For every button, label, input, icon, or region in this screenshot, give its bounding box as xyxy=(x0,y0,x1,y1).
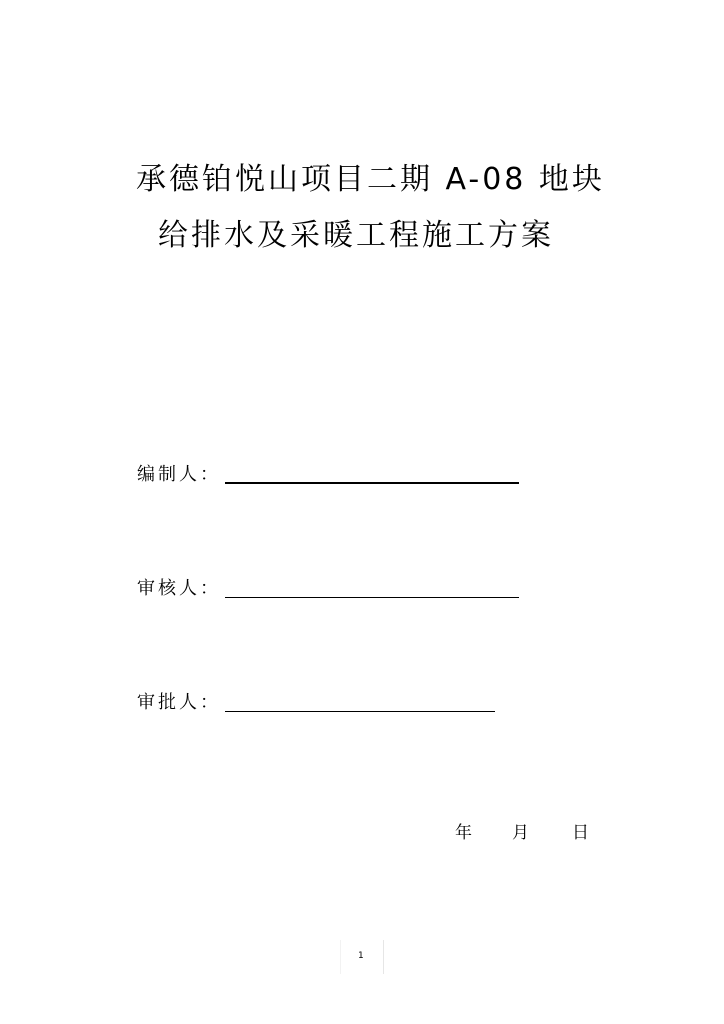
reviewer-signature-row xyxy=(137,574,519,600)
document-title-line-1: 承德铂悦山项目二期 A-08 地块 xyxy=(136,162,605,197)
page-number: 1 xyxy=(358,951,364,961)
reviewer-signature-line xyxy=(225,597,519,598)
date-year-label: 年 xyxy=(455,823,472,843)
compiler-signature-line xyxy=(225,482,519,484)
document-title-line-2: 给排水及采暖工程施工方案 xyxy=(158,218,554,253)
reviewer-label: 审核人： xyxy=(137,578,221,599)
compiler-signature-row xyxy=(137,460,519,486)
approver-signature-line xyxy=(225,711,495,712)
approver-label: 审批人： xyxy=(137,692,221,713)
compiler-label: 编制人： xyxy=(137,464,221,485)
approver-signature-row xyxy=(137,688,495,714)
date-day-label: 日 xyxy=(572,823,589,843)
date-month-label: 月 xyxy=(512,823,529,843)
